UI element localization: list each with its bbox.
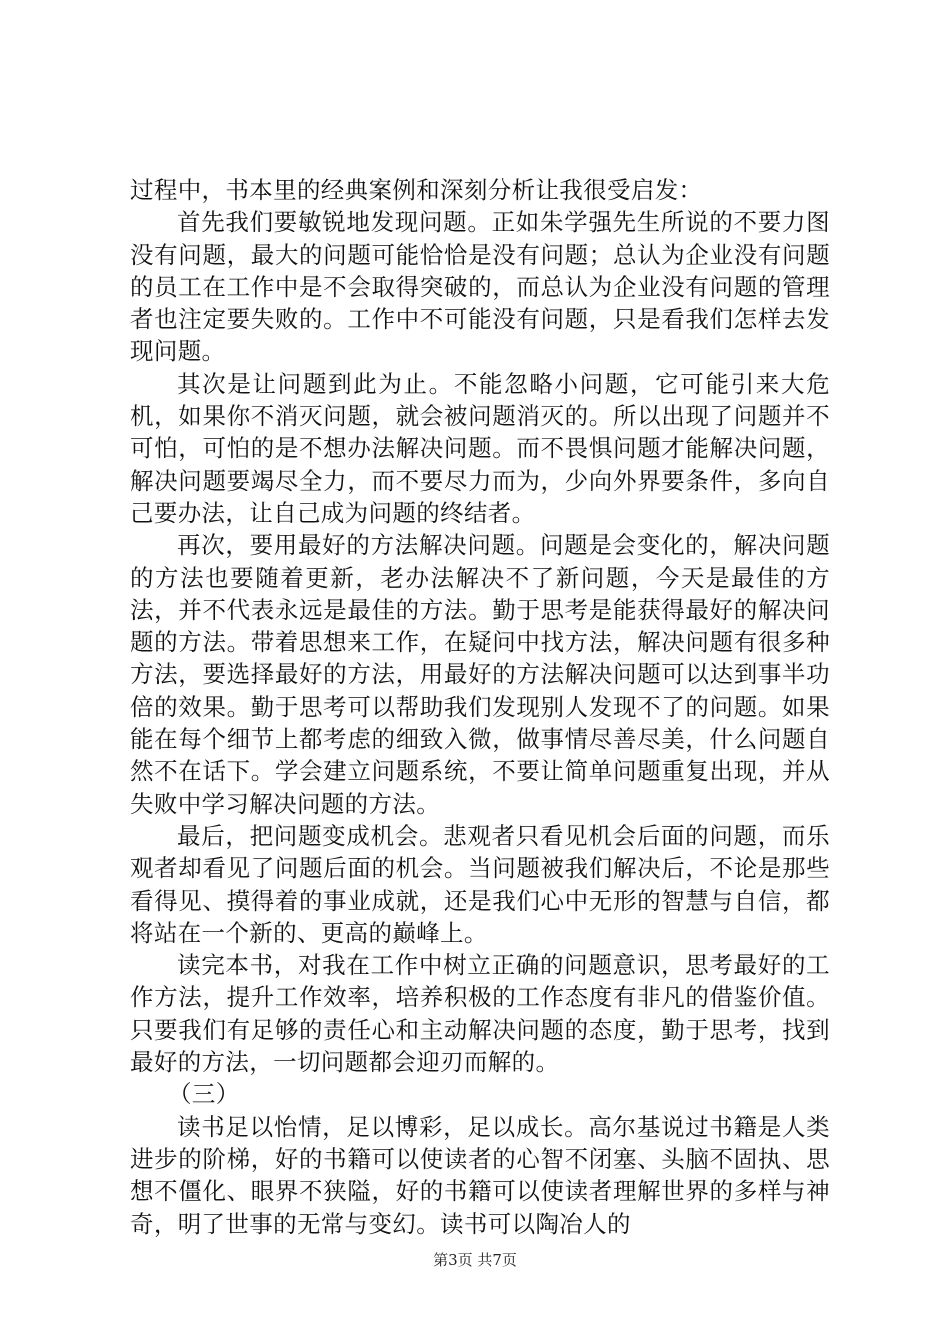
- page-footer: [0, 1250, 950, 1270]
- section-heading: （三）: [168, 1080, 240, 1109]
- paragraph-discover-problems: 首先我们要敏锐地发现问题。正如朱学强先生所说的不要力图没有问题，最大的问题可能恰恰是没有问题；总认为企业没有问题的员工在工作中是不会取得突破的，而总认为企业没有问题的管理者也注定要失败的。工作中不可能没有问题，只是看我们怎样去发现问题。: [130, 208, 830, 366]
- page-number-label: 第3页 共7页: [433, 1251, 517, 1269]
- paragraph-stop-problems: 其次是让问题到此为止。不能忽略小问题，它可能引来大危机，如果你不消灭问题，就会被问题消灭的。所以出现了问题并不可怕，可怕的是不想办法解决问题。而不畏惧问题才能解决问题，解决问题要竭尽全力，而不要尽力而为，少向外界要条件，多向自己要办法，让自己成为问题的终结者。: [130, 369, 830, 527]
- paragraph-conclusion: 读完本书，对我在工作中树立正确的问题意识，思考最好的工作方法，提升工作效率，培养积极的工作态度有非凡的借鉴价值。只要我们有足够的责任心和主动解决问题的态度，勤于思考，找到最好的方法，一切问题都会迎刃而解的。: [130, 951, 830, 1077]
- paragraph-intro: 过程中，书本里的经典案例和深刻分析让我很受启发：: [130, 176, 703, 204]
- paragraph-problems-to-opportunity: 最后，把问题变成机会。悲观者只看见机会后面的问题，而乐观者却看见了问题后面的机会。当问题被我们解决后，不论是那些看得见、摸得着的事业成就，还是我们心中无形的智慧与自信，都将站在一个新的、更高的巅峰上。: [130, 821, 830, 947]
- paragraph-section-three: 读书足以怡情，足以博彩，足以成长。高尔基说过书籍是人类进步的阶梯，好的书籍可以使读者的心智不闭塞、头脑不固执、思想不僵化、眼界不狭隘，好的书籍可以使读者理解世界的多样与神奇，明了世事的无常与变幻。读书可以陶冶人的: [130, 1112, 830, 1238]
- paragraph-best-method: 再次，要用最好的方法解决问题。问题是会变化的，解决问题的方法也要随着更新，老办法解决不了新问题，今天是最佳的方法，并不代表永远是最佳的方法。勤于思考是能获得最好的解决问题的方法。带着思想来工作，在疑问中找方法，解决问题有很多种方法，要选择最好的方法，用最好的方法解决问题可以达到事半功倍的效果。勤于思考可以帮助我们发现别人发现不了的问题。如果能在每个细节上都考虑的细致入微，做事情尽善尽美，什么问题自然不在话下。学会建立问题系统，不要让简单问题重复出现，并从失败中学习解决问题的方法。: [130, 531, 830, 818]
- document-body: [130, 174, 830, 1240]
